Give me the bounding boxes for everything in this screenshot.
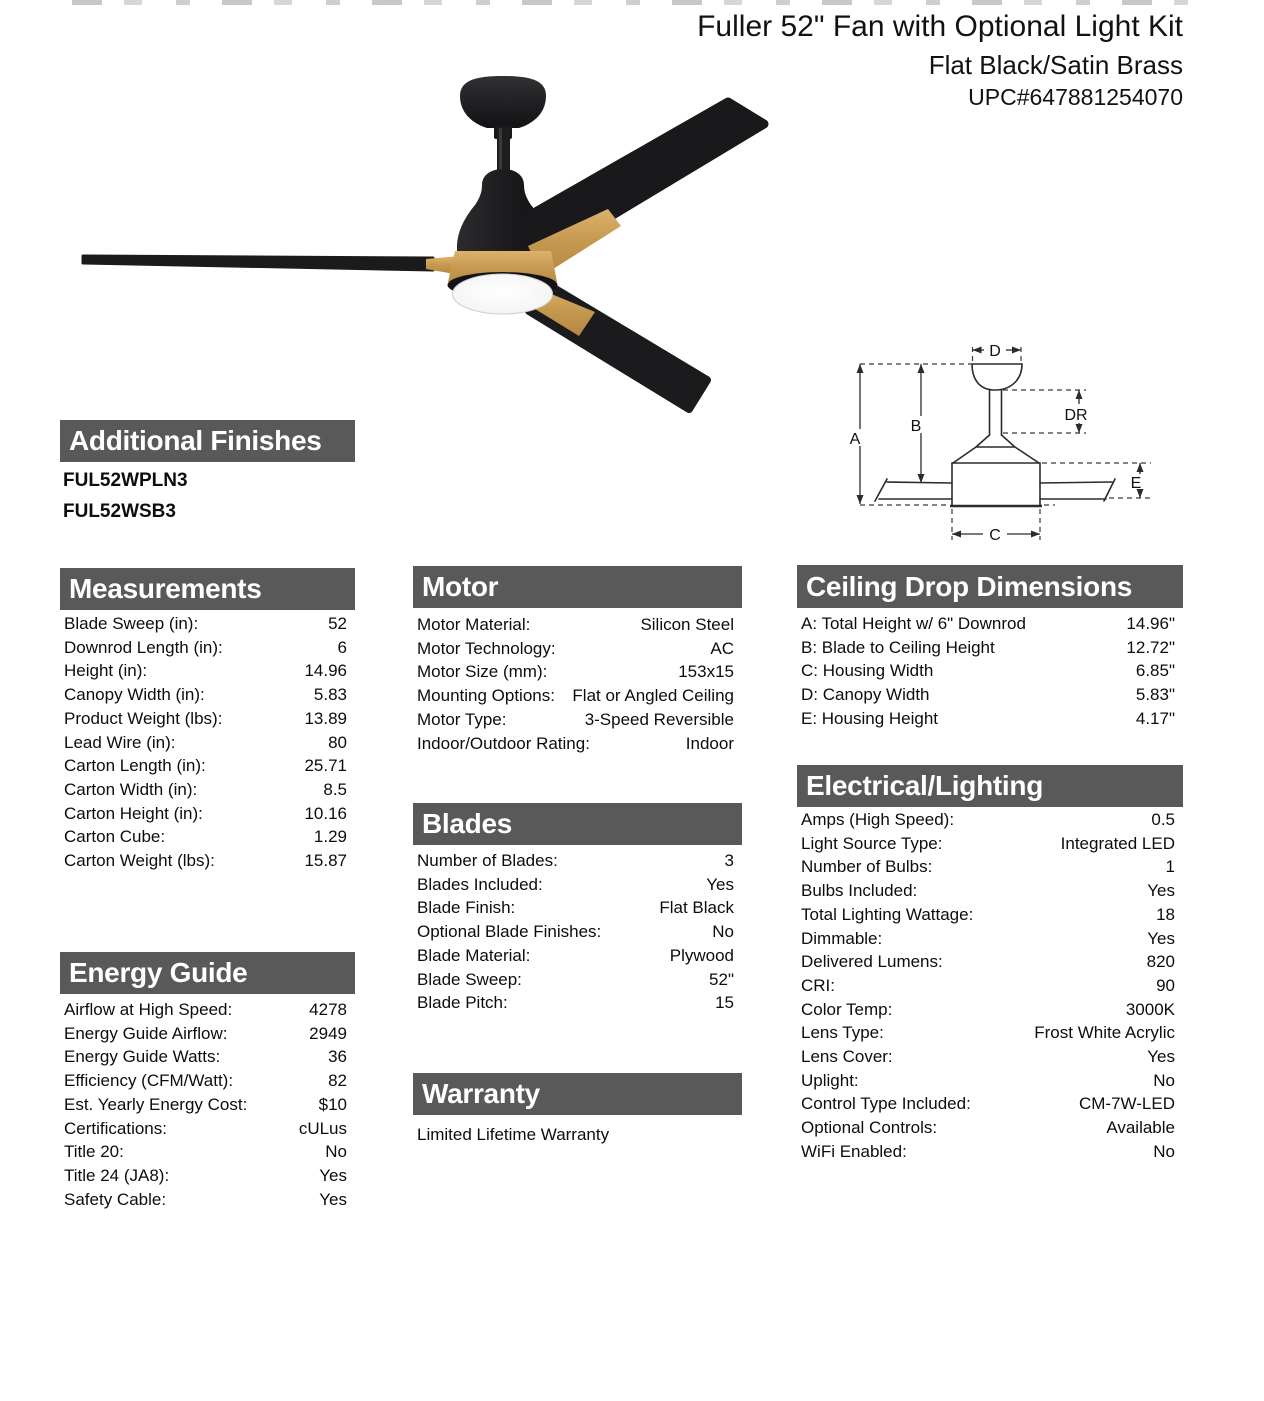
spec-row <box>797 998 1183 1022</box>
spec-row <box>797 855 1183 879</box>
diagram-cone <box>953 435 1039 463</box>
spec-row <box>413 613 742 637</box>
spec-value: 36 <box>328 1047 347 1067</box>
spec-label: Efficiency (CFM/Watt): <box>64 1071 234 1091</box>
spec-label: Amps (High Speed): <box>801 810 955 829</box>
spec-row <box>60 1069 355 1093</box>
section-heading: Warranty <box>413 1073 742 1115</box>
fan-light-lens <box>453 274 553 314</box>
spec-row <box>797 903 1183 927</box>
spec-value: 3 <box>724 851 734 870</box>
spec-value: 14.96 <box>304 661 347 681</box>
spec-table <box>413 849 742 1015</box>
section-additional-finishes <box>60 420 355 527</box>
spec-label: Airflow at High Speed: <box>64 1000 233 1019</box>
spec-row <box>60 1093 355 1117</box>
spec-value: 25.71 <box>304 756 347 776</box>
dim-label-dr: DR <box>1064 407 1088 424</box>
spec-label: C: Housing Width <box>801 661 934 681</box>
spec-row <box>797 1116 1183 1140</box>
spec-value: Indoor <box>685 733 734 753</box>
spec-value: 3-Speed Reversible <box>584 709 734 729</box>
spec-label: Optional Blade Finishes: <box>417 922 602 942</box>
dim-label-d: D <box>989 343 1001 360</box>
spec-row <box>797 659 1183 683</box>
spec-row <box>60 778 355 802</box>
spec-table <box>60 998 355 1211</box>
spec-label: B: Blade to Ceiling Height <box>801 637 995 657</box>
spec-label: Color Temp: <box>801 999 893 1019</box>
spec-label: Uplight: <box>801 1070 859 1090</box>
spec-value: AC <box>710 638 734 658</box>
spec-value: 3000K <box>1125 999 1175 1019</box>
spec-value: 4.17" <box>1135 708 1175 728</box>
spec-value: Frost White Acrylic <box>1034 1023 1175 1043</box>
spec-value: 80 <box>328 732 347 752</box>
spec-value: 6.85" <box>1135 661 1175 681</box>
spec-value: Silicon Steel <box>640 615 734 634</box>
spec-row <box>60 998 355 1022</box>
spec-label: A: Total Height w/ 6" Downrod <box>801 614 1026 633</box>
section-heading: Ceiling Drop Dimensions <box>797 565 1183 608</box>
spec-row <box>797 974 1183 998</box>
spec-value: 8.5 <box>323 779 347 799</box>
spec-row <box>60 1117 355 1141</box>
spec-value: 18 <box>1156 904 1175 924</box>
spec-label: Blade Sweep (in): <box>64 614 199 633</box>
spec-value: $10 <box>318 1094 347 1114</box>
spec-row <box>797 1045 1183 1069</box>
spec-label: Blades Included: <box>417 874 543 894</box>
spec-value: CM-7W-LED <box>1078 1094 1175 1114</box>
section-heading: Additional Finishes <box>60 420 355 462</box>
spec-value: 1.29 <box>313 827 347 847</box>
spec-row <box>60 612 355 636</box>
spec-label: Motor Type: <box>417 709 507 729</box>
spec-row <box>413 637 742 661</box>
spec-label: Canopy Width (in): <box>64 685 205 705</box>
spec-row <box>60 825 355 849</box>
spec-row <box>797 1021 1183 1045</box>
spec-label: Certifications: <box>64 1118 167 1138</box>
spec-row <box>413 660 742 684</box>
dim-label-c: C <box>989 527 1001 544</box>
spec-label: Optional Controls: <box>801 1118 938 1138</box>
spec-row <box>413 944 742 968</box>
warranty-text: Limited Lifetime Warranty <box>417 1125 610 1144</box>
spec-label: WiFi Enabled: <box>801 1141 907 1161</box>
finish-model-number: FUL52WSB3 <box>63 501 176 522</box>
spec-row <box>797 707 1183 731</box>
spec-value: 15.87 <box>304 851 347 871</box>
spec-row <box>797 1069 1183 1093</box>
spec-label: Delivered Lumens: <box>801 952 943 972</box>
diagram-blade-left <box>875 479 952 501</box>
spec-label: Safety Cable: <box>64 1189 167 1209</box>
diagram-canopy <box>972 364 1022 390</box>
dim-label-b: B <box>910 418 922 435</box>
page-title: Fuller 52" Fan with Optional Light Kit <box>697 10 1183 43</box>
spec-label: Carton Height (in): <box>64 803 203 823</box>
spec-label: E: Housing Height <box>801 708 939 728</box>
spec-value: 153x15 <box>678 662 734 682</box>
spec-value: 1 <box>1165 857 1175 877</box>
spec-value: 14.96" <box>1126 614 1175 633</box>
spec-row <box>797 950 1183 974</box>
section-heading: Blades <box>413 803 742 845</box>
spec-row <box>60 754 355 778</box>
spec-row <box>797 636 1183 660</box>
spec-label: Number of Bulbs: <box>801 857 933 877</box>
spec-label: Mounting Options: <box>417 686 555 706</box>
spec-value: Yes <box>1147 881 1175 901</box>
finish-model-number: FUL52WPLN3 <box>63 470 188 491</box>
spec-row <box>797 808 1183 832</box>
ceiling-drop-diagram <box>843 333 1178 563</box>
spec-row <box>797 832 1183 856</box>
spec-label: Blade Pitch: <box>417 993 508 1013</box>
spec-table <box>797 612 1183 731</box>
spec-row <box>413 920 742 944</box>
spec-label: Product Weight (lbs): <box>64 708 223 728</box>
spec-row <box>60 1188 355 1212</box>
spec-value: 15 <box>715 993 734 1013</box>
spec-value: 820 <box>1146 952 1175 972</box>
spec-table <box>60 612 355 873</box>
spec-row <box>413 708 742 732</box>
spec-value: 4278 <box>309 1000 347 1019</box>
spec-value: Integrated LED <box>1060 833 1175 853</box>
spec-row <box>797 1092 1183 1116</box>
spec-value: Available <box>1106 1118 1175 1138</box>
spec-row <box>60 849 355 873</box>
spec-row <box>413 684 742 708</box>
spec-row <box>797 683 1183 707</box>
spec-row <box>413 732 742 756</box>
spec-label: Lens Type: <box>801 1023 884 1043</box>
dim-label-a: A <box>849 431 861 448</box>
fan-blade-upper-right <box>518 102 764 254</box>
spec-label: Number of Blades: <box>417 851 558 870</box>
spec-label: Blade Sweep: <box>417 969 522 989</box>
spec-value: 12.72" <box>1126 637 1175 657</box>
section-blades <box>413 803 742 1015</box>
spec-label: Title 20: <box>64 1142 124 1162</box>
section-heading: Measurements <box>60 568 355 610</box>
spec-value: No <box>325 1142 347 1162</box>
spec-label: Bulbs Included: <box>801 881 918 901</box>
spec-label: Height (in): <box>64 661 148 681</box>
spec-row <box>413 896 742 920</box>
spec-value: Yes <box>1147 1047 1175 1067</box>
spec-table <box>413 613 742 755</box>
spec-label: Energy Guide Airflow: <box>64 1023 228 1043</box>
spec-row <box>60 707 355 731</box>
spec-value: 2949 <box>309 1023 347 1043</box>
section-heading: Energy Guide <box>60 952 355 994</box>
spec-label: Blade Material: <box>417 945 531 965</box>
spec-value: No <box>1153 1141 1175 1161</box>
spec-label: D: Canopy Width <box>801 685 930 705</box>
section-electrical-lighting <box>797 765 1183 1164</box>
spec-value: 6 <box>337 637 347 657</box>
spec-row <box>60 1045 355 1069</box>
spec-value: No <box>712 922 734 942</box>
spec-value: Flat or Angled Ceiling <box>572 686 734 706</box>
spec-value: 82 <box>328 1071 347 1091</box>
spec-value: 5.83 <box>313 685 347 705</box>
spec-row <box>60 1140 355 1164</box>
spec-label: Est. Yearly Energy Cost: <box>64 1094 248 1114</box>
spec-label: Blade Finish: <box>417 898 516 918</box>
spec-value: 5.83" <box>1135 685 1175 705</box>
spec-value: 13.89 <box>304 708 347 728</box>
fan-blade-left <box>83 256 433 270</box>
spec-row <box>60 1022 355 1046</box>
section-energy-guide <box>60 952 355 1211</box>
spec-value: 10.16 <box>304 803 347 823</box>
spec-label: Carton Weight (lbs): <box>64 851 215 871</box>
section-ceiling-drop-dimensions <box>797 565 1183 731</box>
spec-row <box>797 927 1183 951</box>
spec-label: Downrod Length (in): <box>64 637 223 657</box>
spec-row <box>60 1164 355 1188</box>
spec-label: Carton Width (in): <box>64 779 198 799</box>
spec-row <box>60 636 355 660</box>
upc-code: UPC#647881254070 <box>968 84 1183 110</box>
spec-row <box>60 802 355 826</box>
spec-label: Lead Wire (in): <box>64 732 176 752</box>
spec-row <box>413 968 742 992</box>
spec-label: Energy Guide Watts: <box>64 1047 221 1067</box>
spec-value: cULus <box>298 1118 347 1138</box>
section-measurements <box>60 568 355 873</box>
spec-row <box>413 849 742 873</box>
spec-label: Total Lighting Wattage: <box>801 904 974 924</box>
spec-label: Indoor/Outdoor Rating: <box>417 733 590 753</box>
diagram-blade-right <box>1040 479 1115 501</box>
section-motor <box>413 566 742 755</box>
spec-value: No <box>1153 1070 1175 1090</box>
spec-row <box>60 731 355 755</box>
cropped-header-artifact <box>72 0 1188 5</box>
section-heading: Motor <box>413 566 742 608</box>
spec-table <box>797 808 1183 1164</box>
spec-value: 52 <box>328 614 347 633</box>
spec-label: Carton Cube: <box>64 827 166 847</box>
spec-value: Yes <box>1147 928 1175 948</box>
spec-label: CRI: <box>801 975 835 995</box>
spec-label: Motor Material: <box>417 615 531 634</box>
dim-label-e: E <box>1130 475 1142 492</box>
spec-value: 90 <box>1156 975 1175 995</box>
spec-label: Motor Size (mm): <box>417 662 548 682</box>
spec-label: Motor Technology: <box>417 638 556 658</box>
spec-row <box>60 683 355 707</box>
spec-value: Yes <box>706 874 734 894</box>
spec-label: Light Source Type: <box>801 833 943 853</box>
spec-label: Carton Length (in): <box>64 756 206 776</box>
spec-value: Flat Black <box>659 898 734 918</box>
spec-value: 0.5 <box>1151 810 1175 829</box>
spec-row <box>60 659 355 683</box>
spec-value: Yes <box>319 1165 347 1185</box>
fan-product-image <box>70 62 790 422</box>
section-warranty <box>413 1073 742 1147</box>
spec-row <box>413 873 742 897</box>
spec-value: 52" <box>709 969 734 989</box>
spec-row <box>797 612 1183 636</box>
fan-canopy <box>460 76 546 128</box>
spec-value: Yes <box>319 1189 347 1209</box>
spec-label: Title 24 (JA8): <box>64 1165 170 1185</box>
spec-label: Dimmable: <box>801 928 883 948</box>
spec-row <box>797 879 1183 903</box>
spec-value: Plywood <box>669 945 734 965</box>
spec-label: Control Type Included: <box>801 1094 971 1114</box>
finish-subtitle: Flat Black/Satin Brass <box>928 50 1183 80</box>
section-heading: Electrical/Lighting <box>797 765 1183 807</box>
spec-label: Lens Cover: <box>801 1047 893 1067</box>
spec-row <box>797 1140 1183 1164</box>
spec-row <box>413 991 742 1015</box>
